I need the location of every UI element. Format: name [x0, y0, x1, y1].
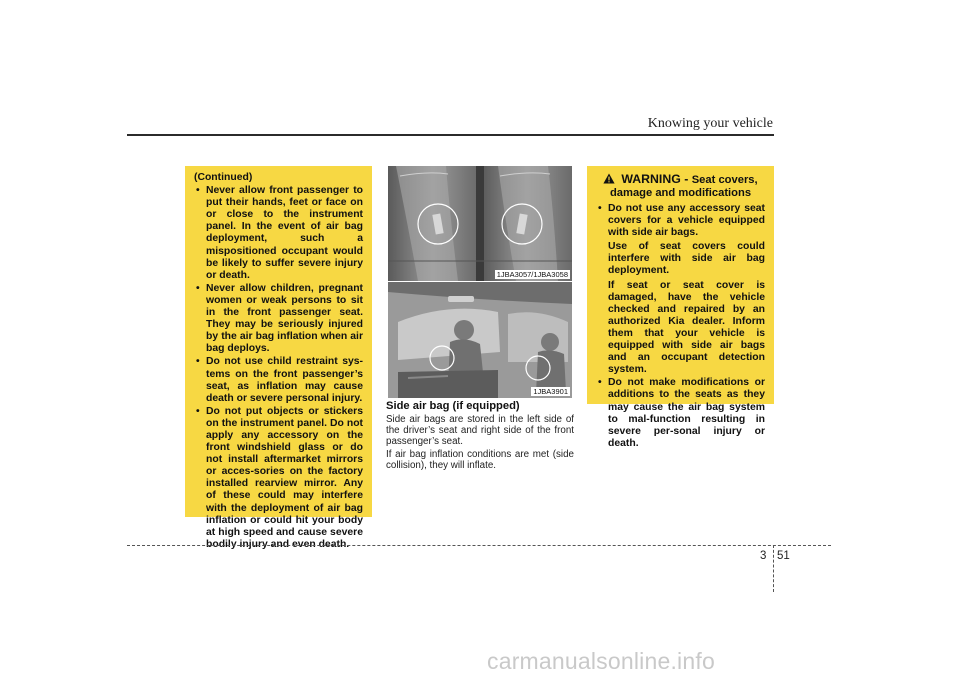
body-paragraph: If air bag inflation conditions are met (side collision), they will inflate. — [386, 449, 574, 472]
list-item: • Do not use child restraint sys-tems on the front passenger’s seat, as inflation may cause death or severe personal injury. — [194, 356, 363, 404]
body-paragraph: Side air bags are stored in the left side of the driver’s seat and right side of the front passenger’s seat. — [386, 414, 574, 448]
warning-paragraph: If seat or seat cover is damaged, have the vehicle checked and repaired by an authorized Kia dealer. Inform them that your vehicle is equipped with side air bags and an occupant detection system. — [608, 279, 765, 376]
warning-paragraph: • Do not use any accessory seat covers for a vehicle equipped with side air bags. — [608, 203, 765, 239]
warning-box — [587, 166, 774, 449]
list-item: • Do not put objects or stickers on the instrument panel. Do not apply any accessory on the front windshield glass or do not install aftermarket mirrors or acces-sories on the factory installed rearview mirror. Any of these could may interfere with the deployment of air bag inflation or could hit your body at high speed and cause severe bodily injury and even death. — [194, 406, 363, 551]
list-item: • Do not make modifications or additions to the seats as they may cause the air bag system to mal-function resulting in severe per-sonal injury or death. — [596, 377, 765, 450]
side-airbag-diagram — [388, 281, 572, 398]
chapter-number: 3 — [760, 550, 767, 562]
header-title: Knowing your vehicle — [647, 116, 773, 131]
figure-caption: 1JBA3901 — [533, 387, 568, 396]
header-rule — [127, 134, 774, 136]
warning-title-line2: damage and modifications — [609, 187, 752, 199]
warning-list — [596, 203, 765, 450]
seat-airbag-illustration — [388, 166, 572, 281]
warning-header — [596, 172, 765, 200]
footer-divider — [773, 545, 774, 592]
watermark: carmanualsonline.info — [487, 648, 715, 674]
continued-warning-box — [185, 166, 372, 550]
warning-label: WARNING — [621, 172, 681, 186]
car-interior-illustration — [388, 282, 572, 398]
list-item: • Never allow front passenger to put their hands, feet or face on or close to the instrument panel. In the event of air bag deployment, such a mispositioned occupant would be likely to suffer severe injury or death. — [194, 185, 363, 282]
continued-label: (Continued) — [194, 172, 253, 183]
figure-caption: 1JBA3057/1JBA3058 — [496, 270, 568, 279]
continued-warning-list — [194, 185, 363, 551]
warning-title: Seat covers, — [691, 174, 758, 186]
section-title: Side air bag (if equipped) — [386, 400, 520, 412]
page-number: 51 — [777, 550, 790, 562]
warning-triangle-icon — [603, 173, 615, 187]
seat-airbag-photo — [388, 166, 572, 281]
footer-rule — [127, 545, 831, 546]
warning-dash: - — [680, 172, 692, 186]
list-item — [596, 203, 765, 376]
list-item: • Never allow children, pregnant women or weak persons to sit in the front passenger seat. They may be seriously injured by the air bag inflation when air bag deploys. — [194, 283, 363, 356]
warning-paragraph: Use of seat covers could interfere with side air bag deployment. — [608, 241, 765, 277]
